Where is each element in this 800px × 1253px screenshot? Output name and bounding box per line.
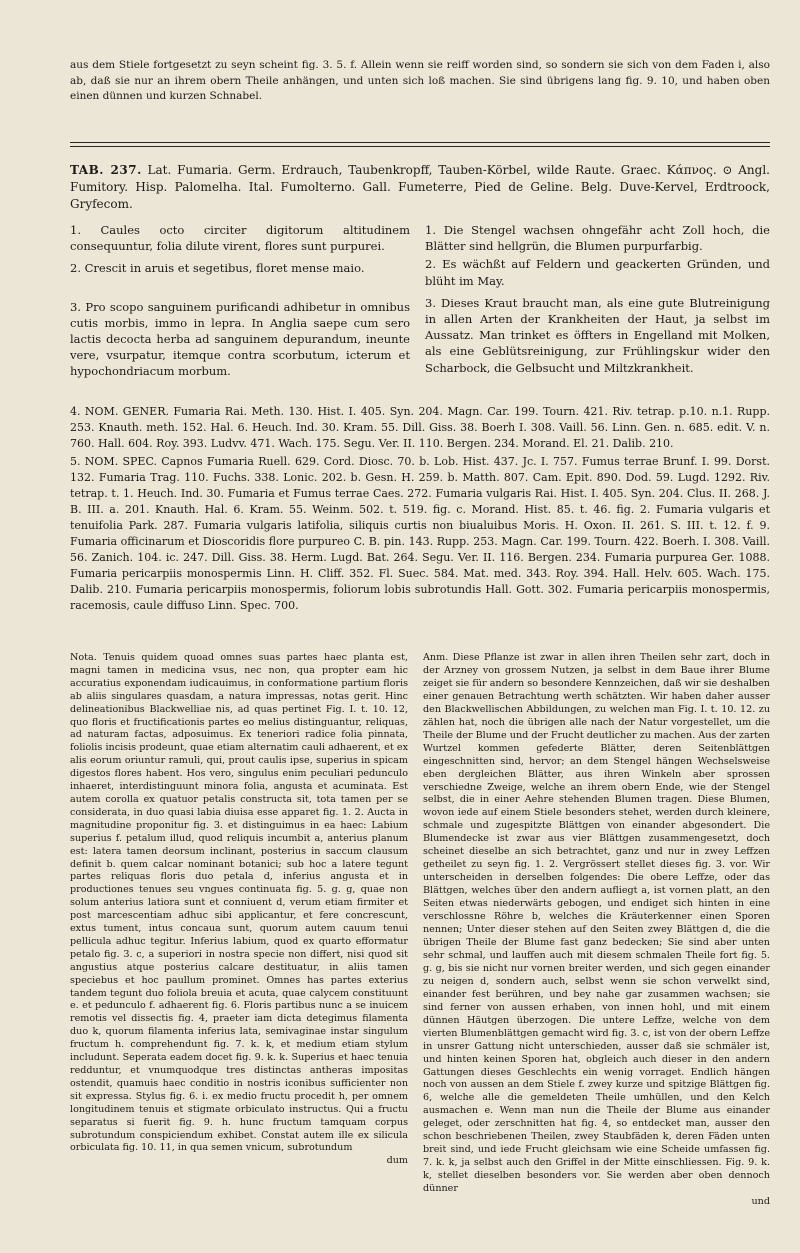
- catchword-left: dum: [386, 1155, 408, 1167]
- nom-spec-text: 5. NOM. SPEC. Capnos Fumaria Ruell. 629. Cord. Diosc. 70. b. Lob. Hist. 437. Jc. I. 757. Fumus terrae Brunf. I. 99. Dorst. 132. Fumaria Trag. 110. Fuchs. 338. Lonic. 202. b. Gesn. H. 259. b. Matth. 807. Cam. Epit. 890. Dod. 59. Lugd. 1292. Riv. tetrap. t. 1. Heuch. Ind. 30. Fumaria et Fumus terrae Caes. 272. Fumaria vulgaris Rai. Hist. I. 405. Syn. 204. Clus. II. 268. J. B. III. a. 201. Knauth. Hal. 6. Kram. 55. Weinm. 502. t. 519. fig. c. Morand. Hist. 85. t. 46. fig. 2. Fumaria vulgaris et tenuifolia Park. 287. Fumaria vulgaris latifolia, siliquis curtis non biualuibus Moris. H. Oxon. II. 261. S. III. t. 12. f. 9. Fumaria officinarum et Dioscoridis flore purpureo C. B. pin. 143. Rupp. 253. Magn. Car. 199. Tourn. 422. Boerh. I. 308. Vaill. 56. Zanich. 104. ic. 247. Dill. Giss. 38. Herm. Lugd. Bat. 264. Segu. Ver. II. 116. Bergen. 234. Fumaria purpurea Ger. 1088. Fumaria pericarpiis monospermis Linn. H. Cliff. 352. Fl. Suec. 584. Mat. med. 343. Roy. 394. Hall. Helv. 605. Wach. 175. Dalib. 210. Fumaria pericarpiis monospermis, foliorum lobis subrotundis Hall. Gott. 302. Fumaria pericarpiis monospermis, racemosis, caule diffuso Linn. Spec. 700.: [70, 455, 770, 612]
- nom-gener-text: 4. NOM. GENER. Fumaria Rai. Meth. 130. Hist. I. 405. Syn. 204. Magn. Car. 199. Tourn. 421. Riv. tetrap. p.10. n.1. Rupp. 253. Knauth. meth. 152. Hal. 6. Heuch. Ind. 30. Kram. 55. Dill. Giss. 38. Boerh I. 308. Vaill. 56. Linn. Gen. n. 685. edit. V. n. 760. Hall. 604. Roy. 393. Ludvv. 471. Wach. 175. Segu. Ver. II. 110. Bergen. 234. Morand. El. 21. Dalib. 210.: [70, 405, 770, 450]
- latin-description: [70, 222, 410, 380]
- continuation-paragraph: [70, 58, 770, 105]
- nomenclature-specific: [70, 454, 770, 614]
- heading-line: [70, 162, 770, 213]
- german-para-3: 3. Dieses Kraut braucht man, als eine gute Blutreinigung in allen Arten der Krankheiten der Haut, ja selbst im Aussatz. Man trinket es öffters in Engelland mit Molken, als eine Geblütsreinigung, zur Frühlingskur wider den Scharbock, die Gelbsucht und Miltzkrankheit.: [425, 295, 770, 375]
- nota-text: Nota. Tenuis quidem quoad omnes suas partes haec planta est, magni tamen in medicina vsus, nec non, qua propter eam hic accuratius exponendam iudicauimus, in conformatione partium floris ab aliis singulares quasdam, a natura impressas, notas gerit. Hinc delineationibus Blackwelliae nis, ad quas pertinet Fig. I. t. 10. 12, quo floris et fructificationis partes eo melius distinguantur, reliquas, ad naturam factas, adposuimus. Ex teneriori radice folia pinnata, foliolis incisis prodeunt, quae etiam alternatim cauli adhaerent, et ex alis eorum oriuntur ramuli, qui, prout caulis ipse, superius in spicam digestos flores habent. Hos vero, singulus enim peculiari pedunculo inhaeret, interdistinguunt minora folia, angusta et acuminata. Est autem corolla ex quatuor petalis constructa sit, tota tamen per se considerata, in duo quasi labia diuisa esse apparet fig. 1. 2. Aucta in magnitudine proponitur fig. 3. et distinguimus in ea haec: Labium superius f. petalum illud, quod reliquis incumbit a, anterius planum est: latera tamen deorsum inclinant, posterius in saccum clausum definit b. quem calcar nominant botanici; sub hoc a latere tegunt partes reliquas floris duo petala d, inferius angusta et in productiones tenues seu vngues continuata fig. 5. g. g, quae non solum anterius latiora sunt et conniuent d, verum etiam firmiter et post marcescentiam adhuc sibi applicantur, et fere concrescunt, extus tument, intus concaua sunt, quorum autem cauum tenui pellicula adhuc tegitur. Inferius labium, quod ex quarto efformatur petalo fig. 3. c, a superiori in nostra specie non differt, nisi quod sit angustius atque posterius calcare destituatur, in aliis tamen speciebus et hoc paullum prominet. Omnes has partes exterius tandem tegunt duo foliola breuia et acuta, quae calycem constituunt e. et pedunculo f. adhaerent fig. 6. Floris partibus nunc a se inuicem remotis vel dissectis fig. 4, praeter iam dicta detegimus filamenta duo k, quorum filamenta inferius lata, semivaginae instar singulum fructum h. comprehendunt fig. 7. k. k, et medium etiam stylum includunt. Seperata eadem docet fig. 9. k. k. Superius et haec tenuia redduntur, et vnumquodque tres distinctas antheras impositas ostendit, quamuis haec conditio in nostris iconibus sufficienter non sit expressa. Stylus fig. 6. i. ex medio fructu procedit h, per omnem longitudinem tenuis et stigmate orbiculato instructus. Qui a fructu separatus si fuerit fig. 9. h. hunc fructum tamquam corpus subrotundum conspiciendum exhibet. Constat autem ille ex silicula orbiculata fig. 10. 11, in qua semen vnicum, subrotundum: [70, 652, 408, 1154]
- plate-heading: [70, 162, 770, 213]
- nomenclature-generic: [70, 404, 770, 452]
- continuation-text: aus dem Stiele fortgesetzt zu seyn scheint fig. 3. 5. f. Allein wenn sie reiff worden sind, so sondern sie sich von dem Faden i, also ab, daß sie nur an ihrem obern Theile anhängen, und unten sich loß machen. Sie sind übrigens lang fig. 9. 10, und haben oben einen dünnen und kurzen Schnabel.: [70, 59, 770, 102]
- german-para-2: 2. Es wächßt auf Feldern und geackerten Gründen, und blüht im May.: [425, 257, 770, 288]
- plate-number: TAB. 237.: [70, 163, 142, 177]
- latin-para-2: 2. Crescit in aruis et segetibus, floret mense maio.: [70, 261, 365, 276]
- latin-para-3: 3. Pro scopo sanguinem purificandi adhibetur in omnibus cutis morbis, immo in lepra. In Anglia saepe cum sero lactis decocta herba ad sanguinem depurandum, ineunte vere, vsurpatur, itemque contra scorbutum, icterum et hypochondriacum morbum.: [70, 299, 410, 379]
- anm-text: Anm. Diese Pflanze ist zwar in allen ihren Theilen sehr zart, doch in der Arzney von grossem Nutzen, ja selbst in dem Baue ihrer Blume zeiget sie für andern so besondere Kennzeichen, daß wir sie deshalben einer genauen Betrachtung werth schätzten. Wir haben daher ausser den Blackwellischen Abbildungen, zu welchen man Fig. I. t. 10. 12. zu zählen hat, noch die übrigen alle nach der Natur vorgestellet, um die Theile der Blume und der Frucht deutlicher zu machen. Aus der zarten Wurtzel kommen gefederte Blätter, deren Seitenblättgen eingeschnitten sind, hervor; an dem Stengel hängen Wechselsweise eben dergleichen Blätter, aus ihren Winkeln aber sprossen verschiedne Zweige, welche an ihrem obern Ende, wie der Stengel selbst, die in einer Aehre stehenden Blumen tragen. Diese Blumen, wovon iede auf einem Stiele besonders stehet, werden durch kleinere, schmale und zugespitzte Blättgen von einander abgesondert. Die Blumendecke ist zwar aus vier Blättgen zusammengesetzt, doch scheinet dieselbe an sich betrachtet, ganz und nur in zwey Leffzen getheilet zu seyn fig. 1. 2. Vergrössert stellet dieses fig. 3. vor. Wir unterscheiden in derselben folgendes: Die obere Leffze, oder das Blättgen, welches über den andern aufliegt a, ist vornen platt, an den Seiten etwas niederwärts gebogen, und endiget sich hinten in eine verschlossne Röhre b, welches die Kräuterkenner einen Sporen nennen; Unter dieser stehen auf den Seiten zwey Blättgen d, die die übrigen Theile der Blume fast ganz bedecken; Sie sind aber unten sehr schmal, und lauffen auch mit diesem schmalen Theile fort fig. 5. g. g, bis sie nicht nur vornen breiter werden, und sich gegen einander zu neigen d, sondern auch, selbst wenn sie schon verwelkt sind, einander fest berühren, und bey nahe gar zusammen wachsen; sie sind ferner von aussen erhaben, von innen hohl, und mit einem dünnen Häutgen überzogen. Die untere Leffze, welche von dem vierten Blumenblättgen gemacht wird fig. 3. c, ist von der obern Leffze in unsrer Gattung nicht unterschieden, ausser daß sie schmäler ist, und hinten keinen Sporen hat, obgleich auch dieser in den andern Gattungen dieses Geschlechts ein wenig vorraget. Endlich hängen noch von aussen an dem Stiele f. zwey kurze und spitzige Blättgen fig. 6, welche alle die gemeldeten Theile umhüllen, und den Kelch ausmachen e. Wenn man nun die Theile der Blume aus einander geleget, oder zerschnitten hat fig. 4, so entdecket man, ausser den schon beschriebenen Theilen, zwey Staubfäden k, deren Fäden unten breit sind, und iede Frucht gleichsam wie eine Scheide umfassen fig. 7. k. k, ja selbst auch den Griffel in der Mitte einschliessen. Fig. 9. k. k, stellet dieselben besonders vor. Sie werden aber oben dennoch dünner: [423, 652, 770, 1195]
- section-divider: [70, 142, 770, 147]
- german-para-1: 1. Die Stengel wachsen ohngefähr acht Zoll hoch, die Blätter sind hellgrün, die Blumen purpurfarbig.: [425, 223, 770, 254]
- latin-para-1: 1. Caules octo circiter digitorum altitudinem consequuntur, folia dilute virent, flores sunt purpurei.: [70, 223, 410, 254]
- latin-nota: [70, 652, 408, 1168]
- german-description: [425, 222, 770, 376]
- german-anmerkung: [423, 652, 770, 1209]
- plant-names: Lat. Fumaria. Germ. Erdrauch, Taubenkropff, Tauben-Körbel, wilde Raute. Graec. Κάπνος. ⊙ Angl. Fumitory. Hisp. Palomelha. Ital. Fumolterno. Gall. Fumeterre, Pied de Geline. Belg. Duve-Kervel, Erdtroock, Gryfecom.: [70, 163, 770, 211]
- catchword-right: und: [751, 1196, 770, 1208]
